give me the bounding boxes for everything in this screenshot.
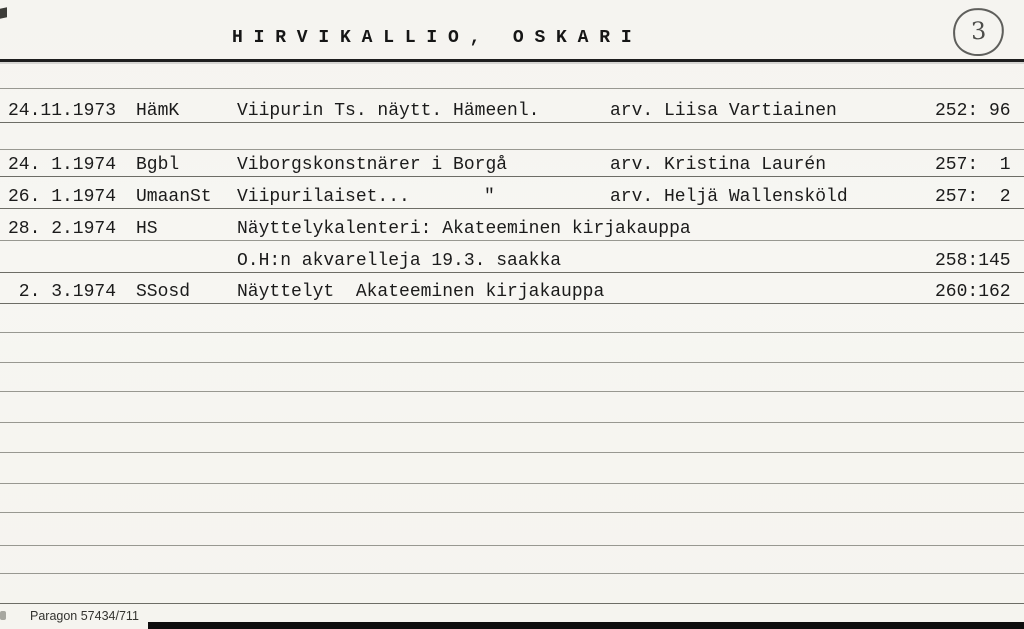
ruled-line (0, 512, 1024, 513)
ruled-line (0, 332, 1024, 333)
entry-reference: 258:145 (935, 251, 1011, 271)
ruled-line (0, 122, 1024, 123)
ruled-line (0, 483, 1024, 484)
entry-description: Viipurin Ts. näytt. Hämeenl. (237, 101, 540, 121)
page-number-circle (950, 5, 1006, 59)
entry-description: Näyttelykalenteri: Akateeminen kirjakauppa (237, 219, 691, 239)
entry-continuation-row (0, 251, 1024, 272)
scan-mark-top-left (0, 7, 7, 18)
entry-row (0, 282, 1024, 303)
entry-date: 28. 2.1974 (8, 219, 117, 239)
entry-reference: 260:162 (935, 282, 1011, 302)
entry-reviewer: arv. Kristina Laurén (610, 155, 827, 175)
ruled-line (0, 88, 1024, 89)
scan-mark-bottom-left (0, 611, 6, 620)
entry-source: HS (136, 219, 158, 239)
entry-reviewer: arv. Heljä Wallensköld (610, 187, 848, 207)
entry-row (0, 187, 1024, 208)
scan-edge-artifact (148, 622, 1024, 629)
ruled-line (0, 452, 1024, 453)
entry-row (0, 101, 1024, 122)
entry-ditto-mark: " (484, 187, 495, 207)
ruled-line (0, 208, 1024, 209)
entry-date: 24. 1.1974 (8, 155, 117, 175)
entry-source: UmaanSt (136, 187, 212, 207)
page-number: 3 (970, 16, 987, 46)
entry-source: Bgbl (136, 155, 180, 175)
ruled-line (0, 240, 1024, 241)
card-stock-code: Paragon 57434/711 (30, 609, 139, 623)
ruled-line (0, 603, 1024, 604)
entry-date: 26. 1.1974 (8, 187, 117, 207)
entry-description: O.H:n akvarelleja 19.3. saakka (237, 251, 562, 271)
ruled-line (0, 573, 1024, 574)
ruled-line (0, 422, 1024, 423)
card-title: H I R V I K A L L I O , O S K A R I (232, 28, 632, 48)
entry-row (0, 219, 1024, 240)
entry-date: 2. 3.1974 (8, 282, 117, 302)
ruled-line (0, 303, 1024, 304)
ruled-line (0, 176, 1024, 177)
entry-description: Viborgskonstnärer i Borgå (237, 155, 508, 175)
entry-source: HämK (136, 101, 180, 121)
ruled-line (0, 149, 1024, 150)
ruled-line (0, 545, 1024, 546)
entry-description: Viipurilaiset... (237, 187, 410, 207)
entry-row (0, 155, 1024, 176)
entry-date: 24.11.1973 (8, 101, 117, 121)
entry-reference: 252: 96 (935, 101, 1011, 121)
entry-source: SSosd (136, 282, 191, 302)
ruled-line (0, 391, 1024, 392)
entry-reviewer: arv. Liisa Vartiainen (610, 101, 837, 121)
ruled-line (0, 362, 1024, 363)
entry-reference: 257: 2 (935, 187, 1011, 207)
title-rule-line (0, 59, 1024, 62)
ruled-line (0, 272, 1024, 273)
entry-description: Näyttelyt Akateeminen kirjakauppa (237, 282, 605, 302)
entry-reference: 257: 1 (935, 155, 1011, 175)
